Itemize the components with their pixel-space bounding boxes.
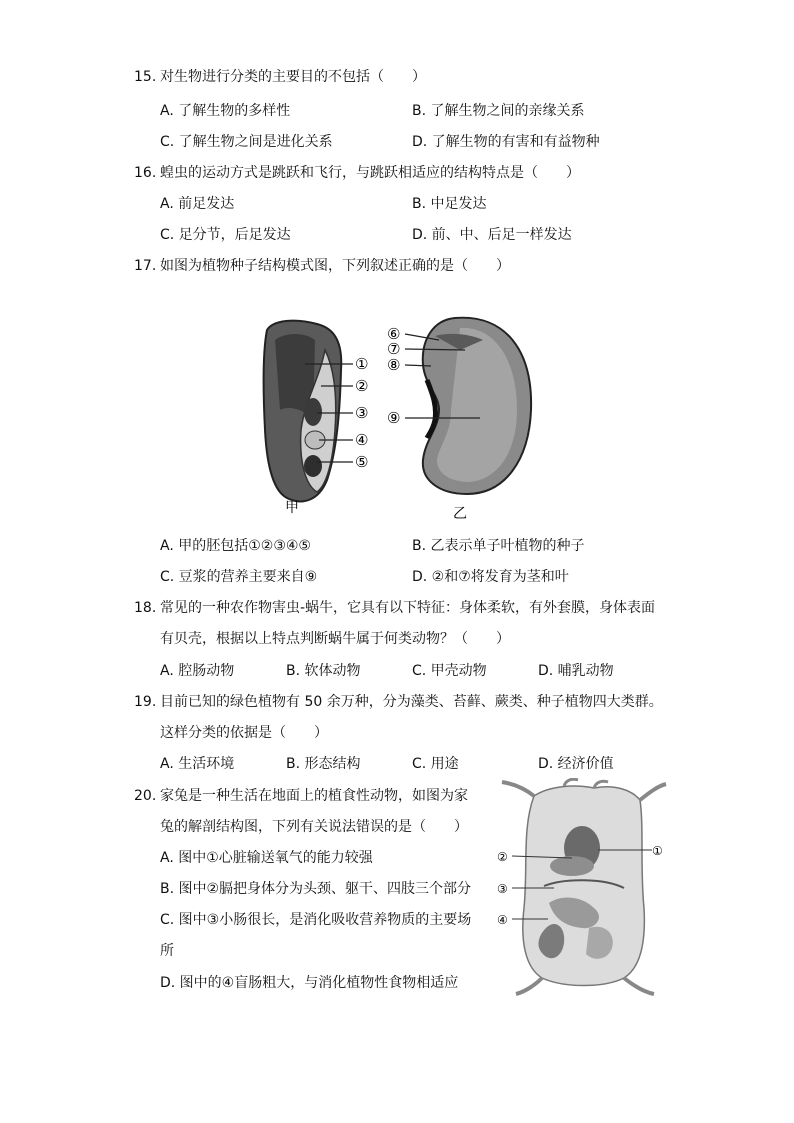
option-d: D. 图中的④盲肠粗大，与消化植物性食物相适应: [160, 975, 459, 991]
option-b: B. 乙表示单子叶植物的种子: [412, 538, 585, 554]
label-3: ③: [355, 404, 369, 422]
option-c: C. 足分节，后足发达: [160, 227, 291, 243]
label-6: ⑥: [387, 325, 401, 343]
question-17: [134, 255, 510, 275]
option-d: D. ②和⑦将发育为茎和叶: [412, 569, 569, 585]
option-b: B. 图中②膈把身体分为头颈、躯干、四肢三个部分: [160, 881, 472, 897]
question-stem-line-1: 家兔是一种生活在地面上的植食性动物，如图为家: [160, 788, 468, 804]
option-d: D. 前、中、后足一样发达: [412, 227, 572, 243]
question-stem-line-2: 这样分类的依据是（ ）: [160, 725, 328, 741]
option-a: A. 了解生物的多样性: [160, 103, 291, 119]
corn-seed-diagram: [264, 321, 369, 516]
option-c: C. 用途: [412, 756, 459, 772]
option-b: B. 中足发达: [412, 196, 487, 212]
label-5: ⑤: [355, 453, 369, 471]
question-number: 15.: [134, 69, 157, 85]
label-1: ①: [355, 355, 369, 373]
question-stem: 如图为植物种子结构模式图，下列叙述正确的是（ ）: [160, 258, 510, 274]
option-c-line-2: 所: [160, 943, 174, 959]
rabbit-dissection-figure: [494, 778, 670, 1000]
label-9: ⑨: [387, 409, 401, 427]
option-b: B. 形态结构: [286, 756, 361, 772]
question-number: 19.: [134, 694, 157, 710]
option-c: C. 了解生物之间是进化关系: [160, 134, 333, 150]
label-8: ⑧: [387, 356, 401, 374]
question-stem-line-1: 目前已知的绿色植物有 50 余万种，分为藻类、苔藓、蕨类、种子植物四大类群。: [160, 694, 663, 710]
question-20: [134, 785, 468, 805]
question-number: 17.: [134, 258, 157, 274]
option-a: A. 生活环境: [160, 756, 235, 772]
question-number: 18.: [134, 600, 157, 616]
question-19: [134, 691, 663, 711]
label-7: ⑦: [387, 340, 401, 358]
option-a: A. 甲的胚包括①②③④⑤: [160, 538, 311, 554]
option-a: A. 腔肠动物: [160, 663, 235, 679]
option-c: C. 甲壳动物: [412, 663, 487, 679]
option-c-line-1: C. 图中③小肠很长，是消化吸收营养物质的主要场: [160, 912, 472, 928]
option-d: D. 了解生物的有害和有益物种: [412, 134, 600, 150]
label-4: ④: [497, 913, 508, 927]
bean-seed-diagram: [387, 318, 531, 522]
question-18: [134, 597, 655, 617]
question-16: [134, 162, 580, 182]
label-2: ②: [497, 850, 508, 864]
question-stem-line-2: 有贝壳，根据以上特点判断蜗牛属于何类动物？（ ）: [160, 631, 510, 647]
option-c: C. 豆浆的营养主要来自⑨: [160, 569, 318, 585]
question-stem-line-2: 兔的解剖结构图，下列有关说法错误的是（ ）: [160, 819, 468, 835]
option-d: D. 哺乳动物: [538, 663, 614, 679]
question-15: [134, 66, 426, 86]
label-4: ④: [355, 431, 369, 449]
option-a: A. 前足发达: [160, 196, 235, 212]
question-number: 16.: [134, 165, 157, 181]
option-d: D. 经济价值: [538, 756, 614, 772]
question-stem: 对生物进行分类的主要目的不包括（ ）: [160, 69, 426, 85]
option-a: A. 图中①心脏输送氧气的能力较强: [160, 850, 373, 866]
question-number: 20.: [134, 788, 157, 804]
option-b: B. 了解生物之间的亲缘关系: [412, 103, 585, 119]
question-stem-line-1: 常见的一种农作物害虫-蜗牛，它具有以下特征：身体柔软，有外套膜，身体表面: [160, 600, 656, 616]
label-2: ②: [355, 377, 369, 395]
option-b: B. 软体动物: [286, 663, 361, 679]
label-3: ③: [497, 882, 508, 896]
caption-yi: 乙: [453, 506, 467, 522]
label-1: ①: [652, 844, 663, 858]
caption-jia: 甲: [285, 500, 299, 516]
seed-structure-figure: [255, 310, 545, 525]
question-stem: 蝗虫的运动方式是跳跃和飞行，与跳跃相适应的结构特点是（ ）: [160, 165, 580, 181]
